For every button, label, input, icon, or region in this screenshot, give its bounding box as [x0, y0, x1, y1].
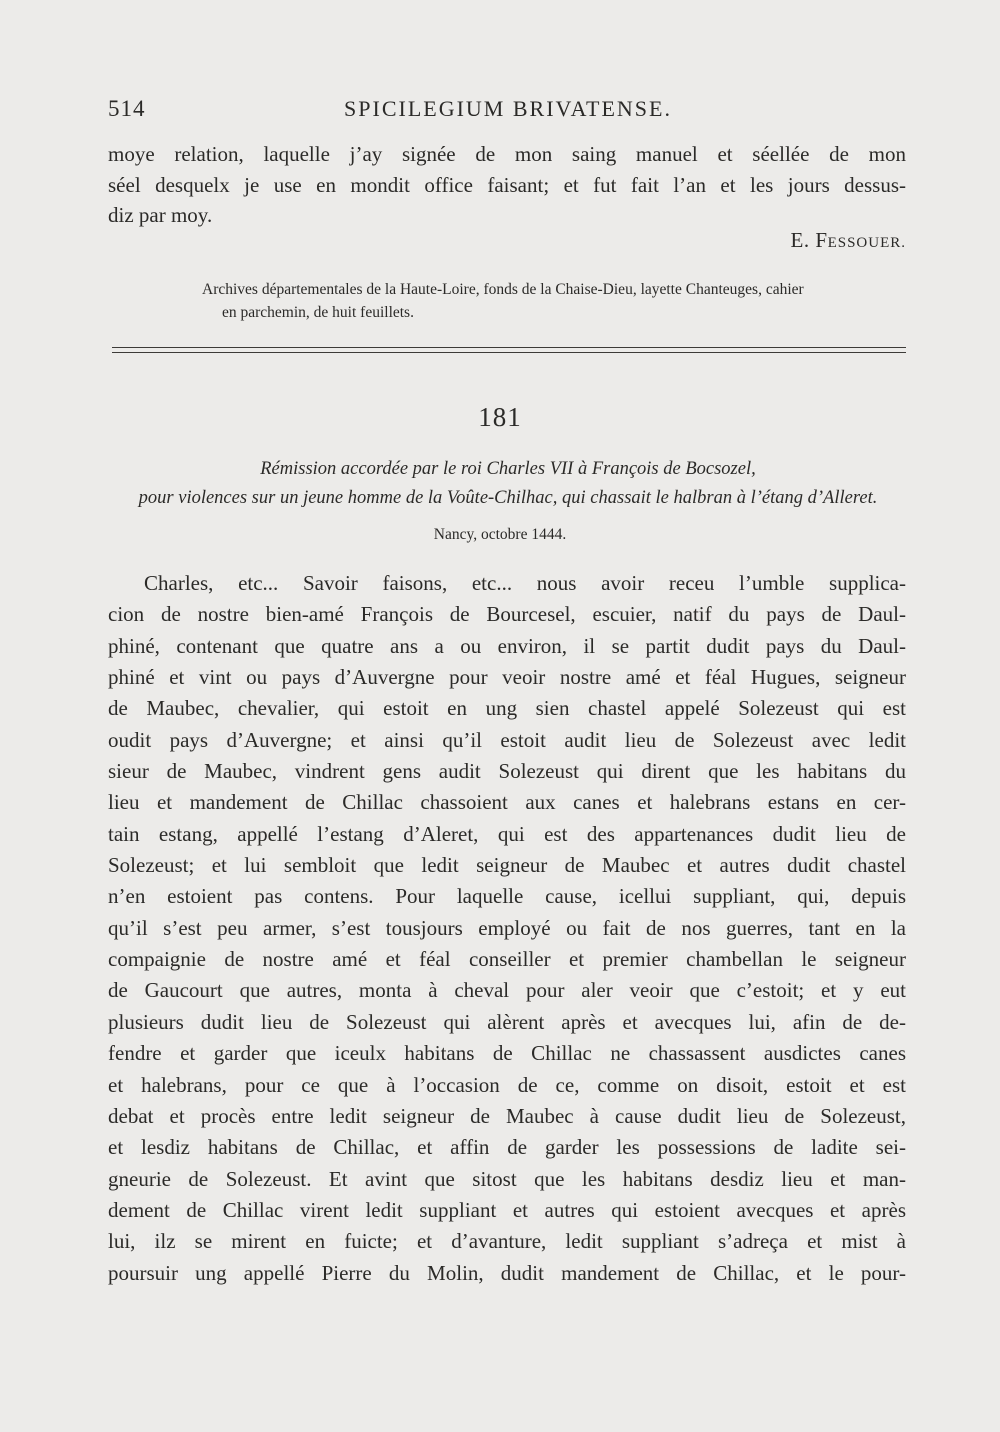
body-line: debat et procès entre ledit seigneur de Maubec à cause dudit lieu de Solezeust,: [108, 1103, 906, 1128]
document-number: 181: [478, 402, 522, 432]
body-line: et halebrans, pour ce que à l’occasion de ce, comme on disoit, estoit et est: [108, 1072, 906, 1097]
document-title-line: pour violences sur un jeune homme de la Voûte-Chilhac, qui chassait le halbran à l’étang d’Alleret.: [138, 488, 878, 508]
body-line: Charles, etc... Savoir faisons, etc... nous avoir receu l’umble supplica-: [144, 571, 906, 595]
section-divider: [112, 352, 906, 353]
text-line: séel desquelx je use en mondit office faisant; et fut fait l’an et les jours dessus-: [108, 172, 906, 197]
source-note: [108, 278, 906, 324]
body-line: plusieurs dudit lieu de Solezeust qui alèrent après et avecques lui, afin de de-: [108, 1009, 906, 1034]
body-line: oudit pays d’Auvergne; et ainsi qu’il estoit audit lieu de Solezeust avec ledit: [108, 727, 906, 752]
continuation-paragraph: [108, 139, 906, 231]
body-line: phiné, contenant que quatre ans a ou environ, il se partit dudit pays du Daul-: [108, 633, 906, 658]
document-date: Nancy, octobre 1444.: [433, 526, 567, 543]
document-body: [108, 568, 906, 1289]
text-line: diz par moy.: [108, 203, 213, 228]
body-line: sieur de Maubec, vindrent gens audit Solezeust qui dirent que les habitans du: [108, 759, 906, 784]
body-line: dement de Chillac virent ledit suppliant et autres qui estoient avecques et après: [108, 1197, 906, 1222]
signature-initial: E. F: [790, 228, 828, 252]
continuation-text: [108, 139, 906, 231]
body-line: de Maubec, chevalier, qui estoit en ung sien chastel appelé Solezeust qui est: [108, 696, 906, 721]
body-line: cion de nostre bien-amé François de Bourcesel, escuier, natif du pays de Daul-: [108, 602, 906, 627]
body-line: tain estang, appellé l’estang d’Aleret, qui est des appartenances dudit lieu de: [108, 821, 906, 846]
page-number: 514: [108, 96, 146, 121]
body-paragraph: [108, 568, 906, 1289]
body-line: poursuir ung appellé Pierre du Molin, dudit mandement de Chillac, et le pour-: [108, 1260, 906, 1285]
signature-name: ESSOUER.: [827, 235, 906, 251]
body-line: et lesdiz habitans de Chillac, et affin de garder les possessions de ladite sei-: [108, 1135, 906, 1160]
body-line: compaignie de nostre amé et féal conseiller et premier chambellan le seigneur: [108, 947, 906, 972]
document-title-line: Rémission accordée par le roi Charles VII à François de Bocsozel,: [260, 459, 756, 479]
body-line: Solezeust; et lui sembloit que ledit seigneur de Maubec et autres dudit chastel: [108, 853, 906, 878]
body-line: lui, ilz se mirent en fuicte; et d’avanture, ledit suppliant s’adreça et mist à: [108, 1229, 906, 1254]
body-line: phiné et vint ou pays d’Auvergne pour veoir nostre amé et féal Hugues, seigneur: [108, 665, 906, 690]
page-header: [108, 96, 908, 136]
body-line: lieu et mandement de Chillac chassoient aux canes et halebrans estans en cer-: [108, 790, 906, 815]
body-line: n’en estoient pas contens. Pour laquelle cause, icellui suppliant, qui, depuis: [108, 884, 906, 909]
running-head: SPICILEGIUM BRIVATENSE.: [344, 96, 672, 121]
text-line: moye relation, laquelle j’ay signée de mon saing manuel et séellée de mon: [108, 142, 906, 166]
body-line: de Gaucourt que autres, monta à cheval pour aler veoir que c’estoit; et y eut: [108, 978, 906, 1003]
body-line: gneurie de Solezeust. Et avint que sitost que les habitans desdiz lieu et man-: [108, 1166, 906, 1191]
document-title: [108, 455, 908, 513]
source-note-line: en parchemin, de huit feuillets.: [222, 304, 414, 321]
body-line: fendre et garder que iceulx habitans de Chillac ne chassassent ausdictes canes: [108, 1041, 906, 1066]
signature: [791, 228, 906, 253]
section-divider: [112, 347, 906, 348]
source-note-line: Archives départementales de la Haute-Loire, fonds de la Chaise-Dieu, layette Chanteuges, cahier: [202, 281, 804, 298]
body-line: qu’il s’est peu armer, s’est tousjours employé ou fait de nos guerres, tant en la: [108, 915, 906, 940]
